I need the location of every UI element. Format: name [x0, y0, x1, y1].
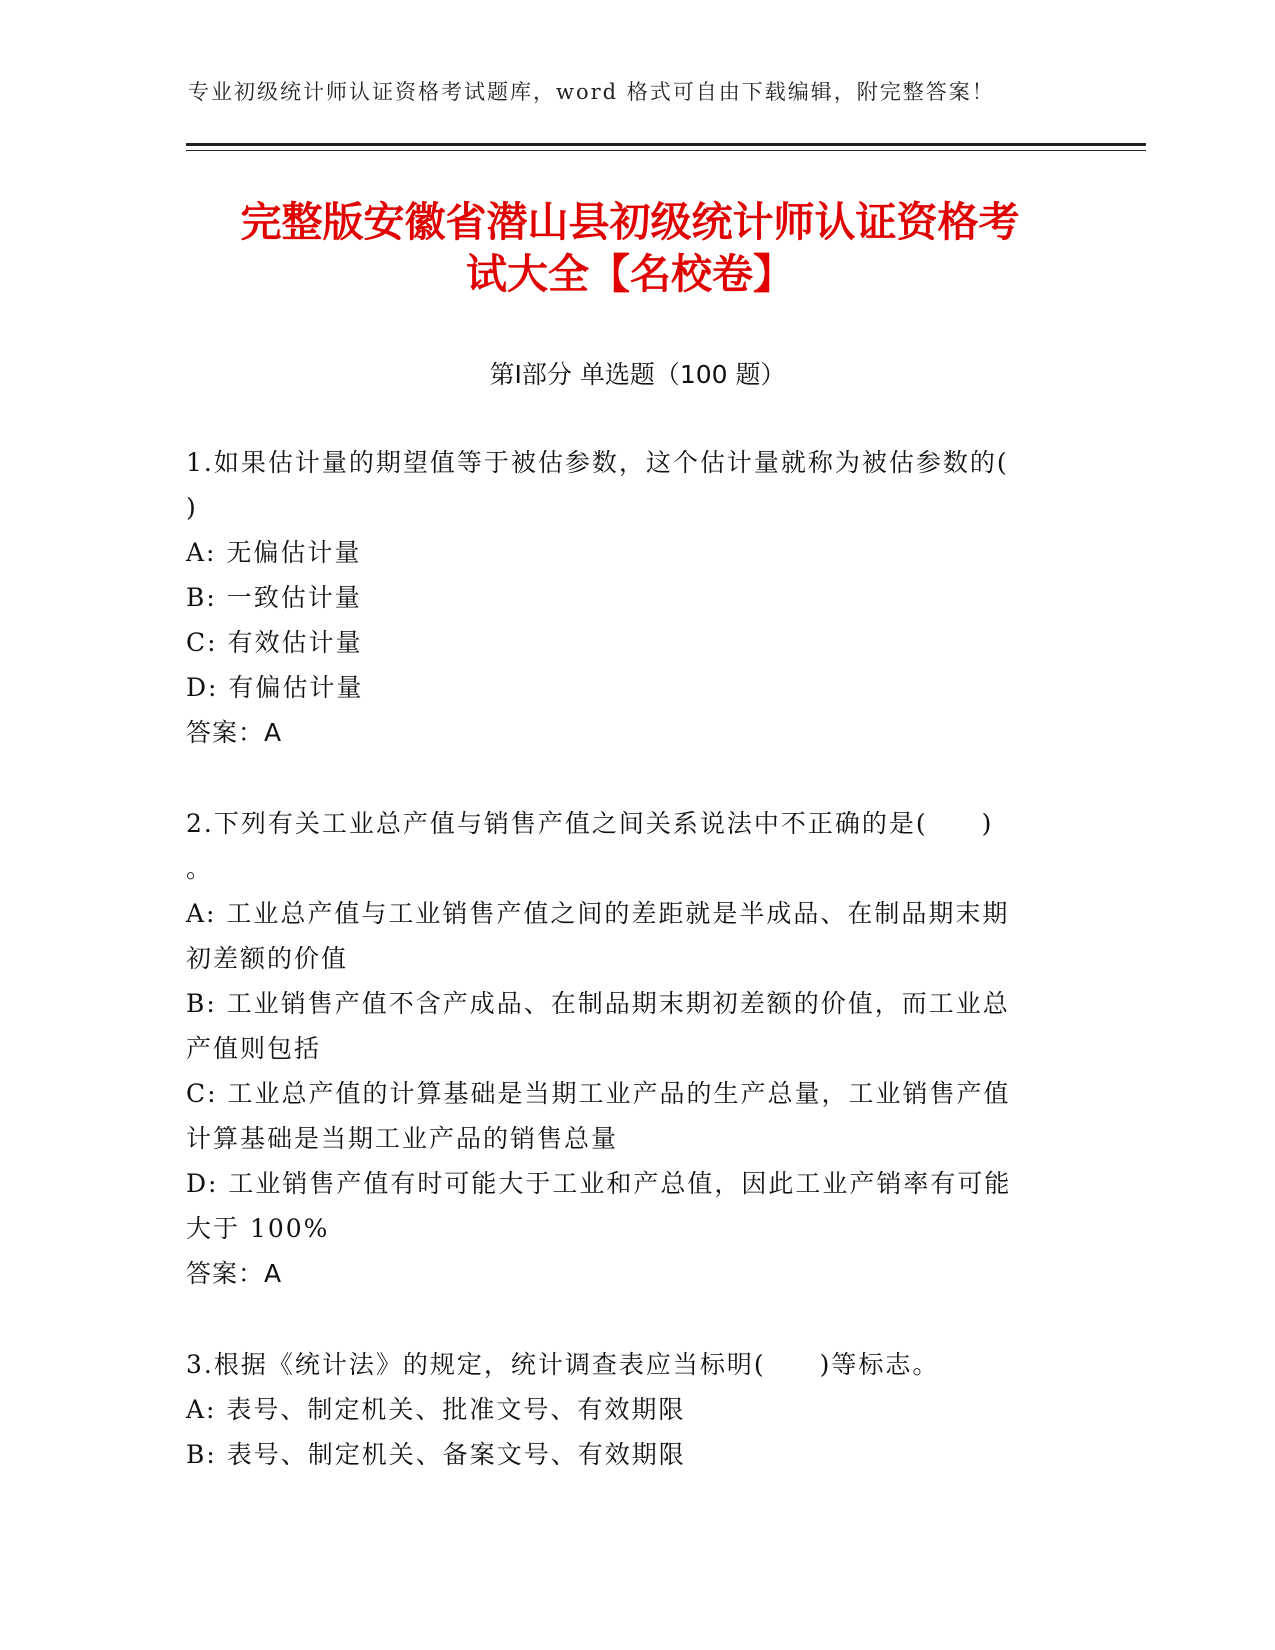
question-stem: 1.如果估计量的期望值等于被估参数，这个估计量就称为被估参数的(	[186, 448, 1009, 477]
answer-key: 答案：A	[186, 1259, 283, 1288]
section-heading: 第Ⅰ部分 单选题（100 题）	[489, 360, 786, 389]
question-stem: 。	[186, 854, 214, 883]
option-line: 计算基础是当期工业产品的销售总量	[186, 1124, 619, 1153]
option-line: C: 工业总产值的计算基础是当期工业产品的生产总量，工业销售产值	[186, 1079, 1011, 1108]
answer-option	[186, 575, 1076, 620]
answer-option	[186, 1071, 1076, 1161]
answer-option	[186, 1432, 1076, 1477]
answer-option	[186, 530, 1076, 575]
title-line-1: 完整版安徽省潜山县初级统计师认证资格考	[240, 198, 1020, 246]
answer-key: 答案：A	[186, 718, 283, 747]
title-line-2: 试大全【名校卷】	[466, 250, 794, 298]
option-line: A: 工业总产值与工业销售产值之间的差距就是半成品、在制品期末期	[186, 899, 1010, 928]
option-line: B: 表号、制定机关、备案文号、有效期限	[186, 1440, 686, 1469]
question-list	[186, 440, 1076, 1523]
option-line: 初差额的价值	[186, 944, 349, 973]
question-3	[186, 1342, 1076, 1477]
option-line: 产值则包括	[186, 1034, 322, 1063]
option-line: B: 一致估计量	[186, 583, 362, 612]
option-line: B: 工业销售产值不含产成品、在制品期末期初差额的价值，而工业总	[186, 989, 1010, 1018]
question-1	[186, 440, 1076, 755]
question-stem: 3.根据《统计法》的规定，统计调查表应当标明( )等标志。	[186, 1350, 940, 1379]
question-stem: )	[186, 493, 198, 522]
header-rule-thin	[186, 150, 1146, 151]
page-header: 专业初级统计师认证资格考试题库，word 格式可自由下载编辑，附完整答案！	[188, 80, 995, 104]
option-line: A: 表号、制定机关、批准文号、有效期限	[186, 1395, 686, 1424]
option-line: A: 无偏估计量	[186, 538, 362, 567]
document-title	[180, 196, 1080, 300]
option-line: D: 有偏估计量	[186, 673, 364, 702]
answer-option	[186, 1161, 1076, 1251]
answer-option	[186, 665, 1076, 710]
question-2	[186, 801, 1076, 1296]
option-line: C: 有效估计量	[186, 628, 363, 657]
answer-option	[186, 891, 1076, 981]
option-line: D: 工业销售产值有时可能大于工业和产总值，因此工业产销率有可能	[186, 1169, 1012, 1198]
option-line: 大于 100%	[186, 1214, 330, 1243]
answer-option	[186, 981, 1076, 1071]
answer-option	[186, 1387, 1076, 1432]
header-rule-thick	[186, 143, 1146, 146]
question-stem: 2.下列有关工业总产值与销售产值之间关系说法中不正确的是( )	[186, 809, 994, 838]
answer-option	[186, 620, 1076, 665]
